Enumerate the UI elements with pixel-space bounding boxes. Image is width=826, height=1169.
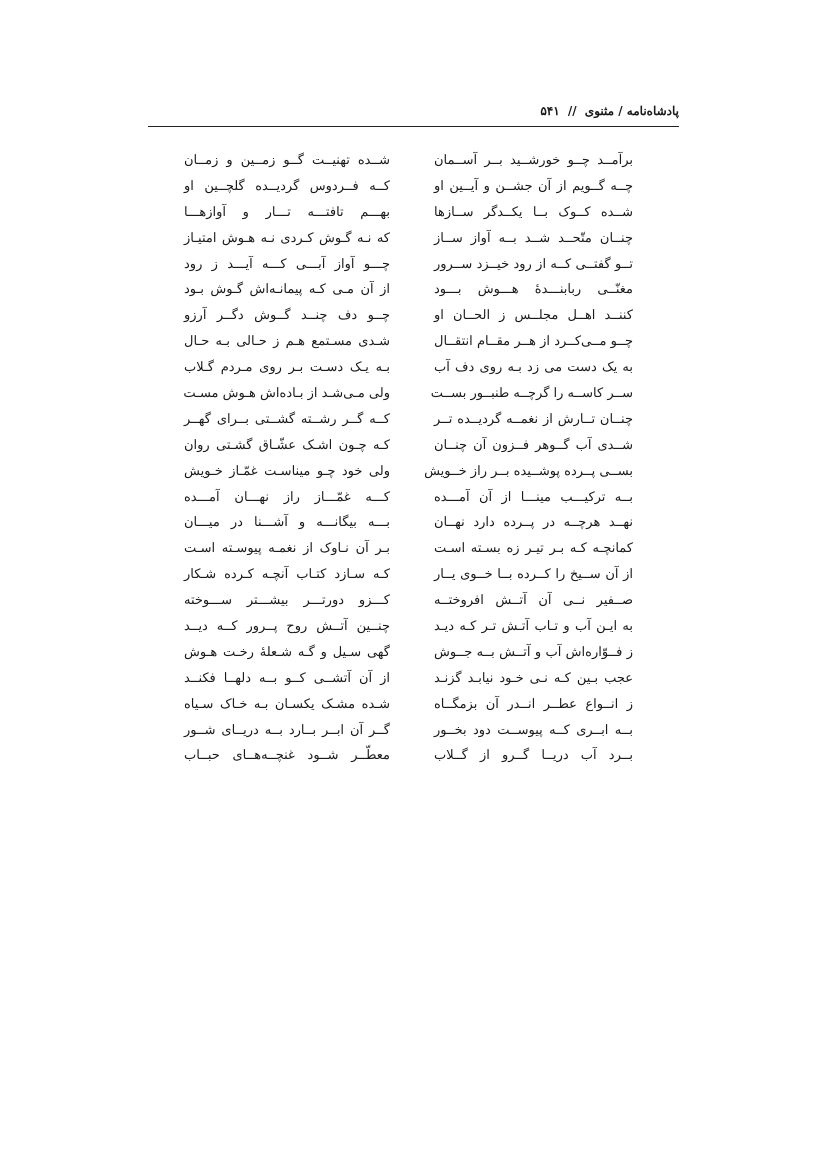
verse-line: ز فــوّاره‌اش آب و آتــش بــه جــوش — [434, 644, 633, 660]
verse-line: بــه ابــری کــه پیوســت دود بخــور — [434, 722, 633, 738]
verse-line: عجب بـین کـه نـی خـود نیابـد گزنـد — [434, 670, 633, 686]
poem-column-left — [184, 148, 390, 769]
verse-line: کـه سـازد کتـاب آنچـه کـرده شـکار — [184, 567, 390, 583]
verse-line: ولی مـی‌شـد از بـاده‌اش هـوش مسـت — [183, 386, 390, 402]
verse-line: چــو دف چنــد گــوش دگــر آرزو — [184, 308, 390, 324]
verse-line: از آن مـی کـه پیمانـه‌اش گـوش بـود — [184, 282, 390, 298]
verse-line: به ایـن آب و تـاب آتـش تـر کـه دیـد — [434, 619, 633, 635]
verse-line: که نـه گـوش کـردی نـه هـوش امتیـاز — [184, 230, 390, 246]
verse-line: بـر آن نـاوک از نغمـه پیوسـته اسـت — [184, 541, 390, 557]
verse-line: برآمــد چــو خورشــید بــر آســمان — [434, 153, 633, 168]
verse-line: کـه چـون اشـک عشّـاق گشـتی روان — [184, 437, 390, 453]
verse-line: کــه گــر رشــته گشــتی بــرای گهــر — [184, 411, 390, 427]
running-title: پادشاه‌نامه / مثنوی — [584, 104, 679, 118]
verse-line: چنــان متّحــد شــد بــه آواز ســاز — [434, 230, 633, 246]
verse-line: معطّــر شــود غنچــه‌هــای حبــاب — [184, 748, 390, 764]
verse-line: شــده کــوک بــا یکــدگر ســازها — [434, 204, 633, 220]
verse-line: مغنّــی ربابنـــدهٔ هـــوش بـــود — [434, 282, 633, 298]
verse-line: کـــه غمّـــاز راز نهـــان آمـــده — [184, 489, 390, 505]
verse-line: چـــو آواز آبـــی کـــه آیـــد ز رود — [184, 256, 390, 272]
verse-line: گهی سـیل و گـه شـعلهٔ رخـت هـوش — [184, 644, 390, 660]
verse-line: کننــد اهــل مجلــس ز الحــان او — [434, 308, 633, 324]
verse-line: ز انــواع عطــر انــدر آن بزمگــاه — [434, 696, 633, 712]
verse-line: چــه گــویم از آن جشــن و آیــین او — [434, 178, 633, 194]
page-number: ۵۴۱ — [540, 104, 560, 118]
verse-line: شــده تهنیــت گــو زمــین و زمــان — [184, 153, 390, 168]
verse-line: صــفیر نــی آن آتــش افروختــه — [434, 593, 633, 609]
verse-line: کــه فــردوس گردیــده گلچــین او — [184, 178, 390, 194]
verse-line: ســر کاســه را گرچــه طنبــور بســت — [430, 386, 633, 402]
verse-line: نهــد هرچــه در پــرده دارد نهــان — [434, 515, 633, 531]
verse-line: به یک دست می زد بـه روی دف آب — [434, 360, 633, 376]
verse-line: شــدی آب گــوهر فــزون آن چنــان — [434, 437, 633, 453]
verse-line: چنــان تــارش از نغمــه گردیــده تــر — [434, 411, 633, 427]
verse-line: شـدی مسـتمع هـم ز حـالی بـه حـال — [184, 334, 390, 350]
header-separator: // — [567, 104, 577, 118]
verse-line: چــو مــی‌کــرد از هــر مقــام انتقــال — [434, 334, 633, 350]
verse-line: کمانچـه کـه بـر تیـر زه بسـته اسـت — [434, 541, 633, 557]
verse-line: از آن آتشــی کــو بــه دلهــا فکنــد — [184, 670, 390, 686]
verse-line: بــه ترکیـــب مینـــا از آن آمـــده — [434, 489, 633, 505]
verse-line: کـــزو دورتـــر بیشـــتر ســـوخته — [184, 593, 390, 609]
verse-line: از آن ســیخ را کــرده بــا خــوی یــار — [434, 567, 633, 583]
verse-line: بســی پــرده پوشــیده بــر راز خــویش — [424, 463, 633, 479]
verse-line: بــرد آب دریــا گــرو از گــلاب — [434, 748, 633, 764]
verse-line: گــر آن ابــر بــارد بــه دریــای شــور — [184, 722, 390, 738]
verse-line: ولی خود چـو میناسـت غمّـاز خـویش — [184, 463, 390, 479]
verse-line: شـده مشـک یکسـان بـه خـاک سـیاه — [184, 696, 390, 712]
poem-column-right — [424, 148, 633, 769]
page-header — [148, 104, 679, 127]
verse-line: تــو گفتــی کــه از رود خیــزد ســرور — [434, 256, 633, 272]
verse-line: بهـــم تافتـــه تـــار و آوازهـــا — [184, 204, 390, 220]
verse-line: بـــه بیگانـــه و آشـــنا در میـــان — [184, 515, 390, 531]
verse-line: بـه یـک دسـت بـر روی مـردم گـلاب — [184, 360, 390, 376]
verse-line: چنــین آتــش روح پــرور کــه دیــد — [184, 619, 390, 635]
